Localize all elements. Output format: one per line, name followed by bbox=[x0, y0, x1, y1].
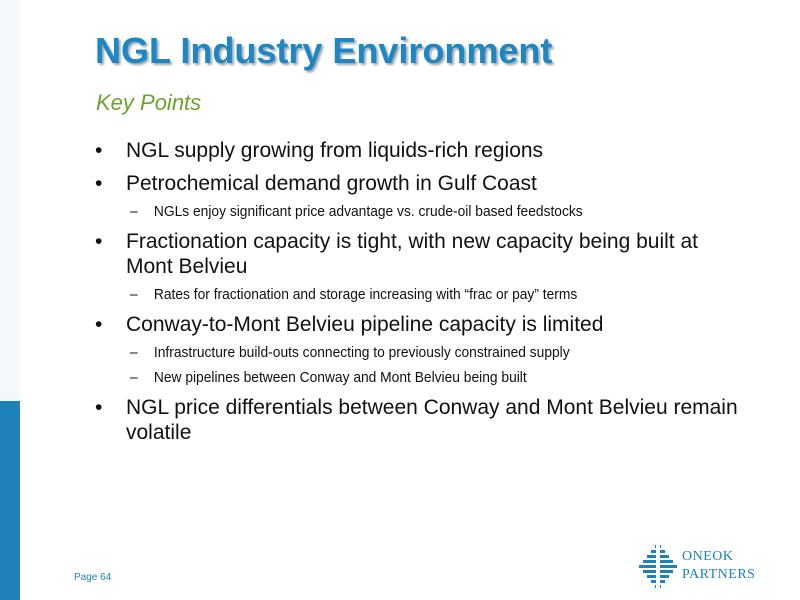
bullet-item bbox=[95, 395, 745, 445]
left-accent-bar bbox=[0, 0, 20, 600]
logo-text bbox=[682, 548, 755, 584]
bullet-list bbox=[95, 130, 745, 445]
slide-title: NGL Industry Environment bbox=[95, 30, 553, 71]
sub-bullet-item bbox=[95, 343, 693, 362]
page-number: Page 64 bbox=[74, 572, 112, 583]
bullet-item bbox=[95, 312, 745, 337]
left-bar-top bbox=[0, 0, 20, 401]
sub-bullet-item bbox=[95, 285, 693, 304]
sub-bullet-marker: – bbox=[129, 203, 138, 220]
bullet-text: Conway-to-Mont Belvieu pipeline capacity is limited bbox=[126, 313, 604, 336]
logo-line-1: ONEOK bbox=[682, 549, 734, 564]
bullet-text: NGL price differentials between Conway and Mont Belvieu remain volatile bbox=[126, 396, 738, 444]
sub-bullet-text: NGLs enjoy significant price advantage vs. crude-oil based feedstocks bbox=[153, 203, 583, 220]
bullet-marker: • bbox=[95, 230, 103, 253]
bullet-item bbox=[95, 229, 745, 279]
left-bar-bottom bbox=[0, 401, 20, 600]
company-logo bbox=[638, 544, 788, 588]
bullet-text: Petrochemical demand growth in Gulf Coast bbox=[126, 172, 537, 195]
bullet-marker: • bbox=[95, 139, 103, 162]
bullet-marker: • bbox=[95, 172, 103, 195]
sub-bullet-item bbox=[95, 202, 693, 221]
bullet-item bbox=[95, 171, 745, 196]
sub-bullet-text: New pipelines between Conway and Mont Belvieu being built bbox=[153, 369, 527, 386]
sub-bullet-text: Rates for fractionation and storage increasing with “frac or pay” terms bbox=[153, 286, 578, 303]
bullet-text: NGL supply growing from liquids-rich regions bbox=[126, 139, 544, 162]
slide-subtitle: Key Points bbox=[96, 90, 202, 115]
logo-mark-icon bbox=[638, 544, 678, 588]
sub-bullet-marker: – bbox=[129, 344, 138, 361]
bullet-marker: • bbox=[95, 396, 103, 419]
sub-bullet-marker: – bbox=[129, 286, 138, 303]
sub-bullet-text: Infrastructure build-outs connecting to previously constrained supply bbox=[153, 344, 570, 361]
bullet-marker: • bbox=[95, 313, 103, 336]
sub-bullet-item bbox=[95, 368, 693, 387]
logo-line-2: PARTNERS bbox=[682, 567, 756, 582]
bullet-item bbox=[95, 138, 745, 163]
bullet-text: Fractionation capacity is tight, with new capacity being built at Mont Belvieu bbox=[126, 230, 698, 278]
sub-bullet-marker: – bbox=[129, 369, 138, 386]
